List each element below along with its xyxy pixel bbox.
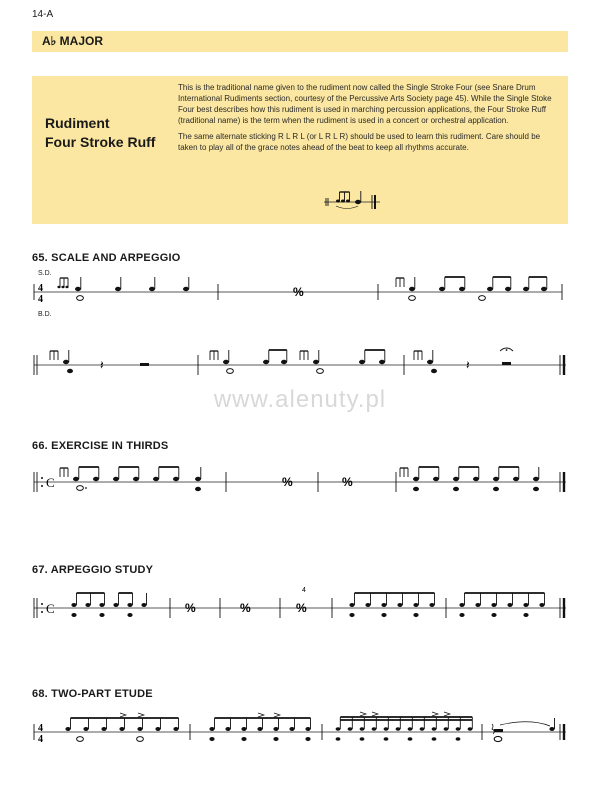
exercise-67-number: 67. [32,564,48,576]
exercise-67-staff [0,588,600,628]
measure-3-notes [336,712,473,741]
exercise-68-name: TWO-PART ETUDE [51,688,153,700]
rudiment-paragraph-2: The same alternate sticking R L R L (or L R L R) should be used to learn this rudiment. Care should be taken to play all of the grace notes ahead of the beat to keep all rhythms accurate. [178,132,541,152]
exercise-65-staff-1 [0,272,600,322]
exercise-68-staff [0,712,600,752]
measure-1-notes [71,593,146,617]
exercise-66-number: 66. [32,440,48,452]
svg-text:%: % [342,475,353,489]
rudiment-box [32,76,568,224]
svg-text:%: % [282,475,293,489]
watermark: www.alenuty.pl [213,386,387,413]
snare-drum-label: S.D. [38,270,52,277]
exercise-67-title [32,564,153,576]
grace-notes [57,278,68,288]
svg-text:4: 4 [38,723,43,734]
time-sig-bottom: 4 [38,294,43,305]
exercise-65-staff-2 [0,345,600,385]
measure-5-notes [349,593,434,617]
common-time: C [46,475,55,490]
exercise-67-name: ARPEGGIO STUDY [50,564,154,576]
svg-text:%: % [296,601,307,615]
svg-text:4: 4 [38,734,43,745]
exercise-66-title [32,440,168,452]
exercise-66-name: EXERCISE IN THIRDS [51,440,169,452]
measure-number: 4 [302,587,306,594]
page-number: 14-A [32,9,54,20]
svg-text:C: C [46,601,55,616]
exercise-68-number: 68. [32,688,48,700]
measure-2-notes [209,713,310,741]
repeat-sign: % [293,285,304,299]
rudiment-paragraph-1: This is the traditional name given to the rudiment now called the Single Stroke Four (see Snare Drum International Rudiments section, courtesy of the Percussive Arts Society page 45). While the Single Stoke Four best describes how this rudiment is used in marching percussion applications, the Four Stroke Ruff (traditional name) is the term when the rudiment is used in a concert or orchestral application. [178,83,552,125]
exercise-65-name: SCALE AND ARPEGGIO [51,252,181,264]
exercise-66-staff [0,462,600,502]
time-sig-top: 4 [38,283,43,294]
svg-text:𝄽: 𝄽 [466,358,470,372]
measure-6-notes [459,593,544,617]
exercise-68-title [32,688,153,700]
svg-text:%: % [185,601,196,615]
measure-1-notes [65,713,178,741]
bass-drum-label: B.D. [38,311,52,318]
svg-text:𝄽: 𝄽 [100,358,104,372]
rudiment-description [178,82,556,158]
rudiment-title-line1: Rudiment [45,115,110,131]
exercise-65-title [32,252,180,264]
svg-text:%: % [240,601,251,615]
measure-4-notes [492,718,555,742]
rudiment-title-line2: Four Stroke Ruff [45,134,156,150]
exercise-65-number: 65. [32,252,48,264]
key-heading: A♭ MAJOR [32,31,568,52]
rudiment-title [45,114,170,152]
rudiment-notation [322,189,382,215]
